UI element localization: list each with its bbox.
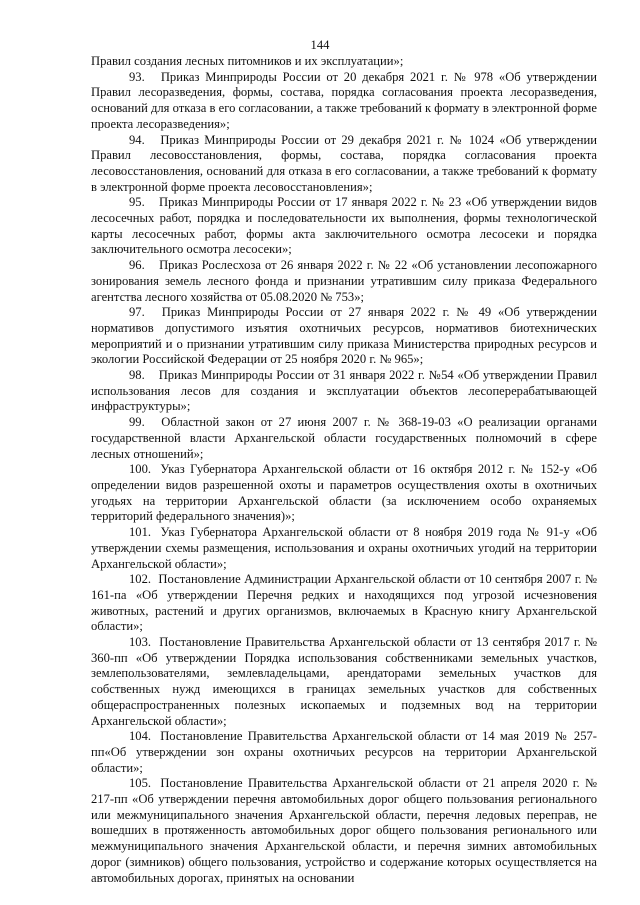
list-item-104 [91, 729, 597, 776]
list-item-number: 100. [129, 462, 152, 477]
list-item-text: Приказ Рослесхоза от 26 января 2022 г. № 22 «Об установлении лесопожарного зонирования земель лесного фонда и признании утратившим силу приказа Федерального агентства лесного хозяйства от 05.08.2020 № 753»; [91, 258, 597, 304]
list-item-text: Постановление Правительства Архангельской области от 13 сентября 2017 г. № 360-пп «Об утверждении Порядка использования собственниками земельных участков, землепользователями, землевладельцами, арендаторами земельных участков для собственных нужд имеющихся в границах земельных участков для собственных общераспространенных полезных ископаемых и подземных вод на территории Архангельской области»; [91, 635, 597, 728]
list-item-text: Приказ Минприроды России от 20 декабря 2021 г. № 978 «Об утверждении Правил лесоразведения, формы, состава, порядка согласования проекта лесоразведения, оснований для отказа в его согласовании, а также требований к формату в электронной форме проекта лесоразведения»; [91, 69, 597, 131]
list-item-105 [91, 776, 597, 886]
list-item-97 [91, 305, 597, 368]
list-item-text: Приказ Минприроды России от 31 января 2022 г. №54 «Об утверждении Правил использования лесов для создания и эксплуатации объектов лесоперерабатывающей инфраструктуры»; [91, 368, 597, 414]
paragraph-text: Правил создания лесных питомников и их эксплуатации»; [91, 54, 404, 68]
list-item-number: 102. [129, 572, 152, 587]
list-item-text: Приказ Минприроды России от 27 января 2022 г. № 49 «Об утверждении нормативов допустимого изъятия охотничьих ресурсов, нормативов биотехнических мероприятий и о признании утратившим силу приказа Министерства природных ресурсов и экологии Российской Федерации от 25 ноября 2020 г. № 965»; [91, 305, 597, 367]
list-item-103 [91, 635, 597, 729]
list-item-text: Приказ Минприроды России от 29 декабря 2021 г. № 1024 «Об утверждении Правил лесовосстановления, формы, состава, порядка согласования проекта лесовосстановления, оснований для отказа в его согласовании, а также требований к формату в электронной форме проекта лесовосстановления»; [91, 132, 597, 194]
list-item-text: Указ Губернатора Архангельской области от 8 ноября 2019 года № 91-у «Об утверждении схемы размещения, использования и охраны охотничьих угодий на территории Архангельской области»; [91, 525, 597, 571]
list-item-100 [91, 462, 597, 525]
list-item-number: 103. [129, 635, 152, 650]
list-item-95 [91, 195, 597, 258]
list-item-number: 101. [129, 525, 152, 540]
list-item-number: 94. [129, 132, 145, 147]
list-item-text: Приказ Минприроды России от 17 января 2022 г. № 23 «Об утверждении видов лесосечных работ, порядка и последовательности их выполнения, формы технологической карты лесосечных работ, формы акта заключительного осмотра лесосеки и порядка заключительного осмотра лесосеки»; [91, 195, 597, 257]
list-item-98 [91, 368, 597, 415]
paragraph-continuation [91, 54, 597, 70]
list-item-number: 97. [129, 305, 145, 320]
list-item-102 [91, 572, 597, 635]
document-body [91, 54, 597, 886]
list-item-93 [91, 70, 597, 133]
list-item-text: Постановление Администрации Архангельской области от 10 сентября 2007 г. № 161-па «Об утверждении Перечня редких и находящихся под угрозой исчезновения животных, растений и других организмов, включаемых в Красную книгу Архангельской области»; [91, 572, 597, 634]
list-item-number: 104. [129, 729, 152, 744]
list-item-number: 96. [129, 258, 145, 273]
list-item-96 [91, 258, 597, 305]
page-number: 144 [310, 38, 330, 52]
list-item-text: Областной закон от 27 июня 2007 г. № 368-19-03 «О реализации органами государственной власти Архангельской области государственных полномочий в сфере лесных отношений»; [91, 415, 597, 461]
list-item-94 [91, 133, 597, 196]
list-item-text: Постановление Правительства Архангельской области от 14 мая 2019 № 257-пп«Об утверждении зон охраны охотничьих ресурсов на территории Архангельской области»; [91, 729, 598, 775]
list-item-number: 98. [129, 368, 145, 383]
list-item-number: 93. [129, 69, 145, 84]
list-item-number: 99. [129, 415, 145, 430]
list-item-101 [91, 525, 597, 572]
list-item-99 [91, 415, 597, 462]
list-item-text: Указ Губернатора Архангельской области от 16 октября 2012 г. № 152-у «Об определении видов разрешенной охоты и параметров осуществления охоты в охотничьих угодьях на территории Архангельской области (за исключением особо охраняемых территорий федерального значения)»; [91, 462, 597, 524]
list-item-text: Постановление Правительства Архангельской области от 21 апреля 2020 г. № 217-пп «Об утверждении перечня автомобильных дорог общего пользования регионального или межмуниципального значения Архангельской области, перечня ледовых переправ, не вошедших в протяженность автомобильных дорог общего пользования регионального или межмуниципального значения Архангельской области, и перечня зимних автомобильных дорог (зимников) общего пользования, устройство и содержание которых осуществляется на автомобильных дорогах, принятых на основании [91, 776, 598, 885]
list-item-number: 105. [129, 776, 152, 791]
list-item-number: 95. [129, 195, 145, 210]
